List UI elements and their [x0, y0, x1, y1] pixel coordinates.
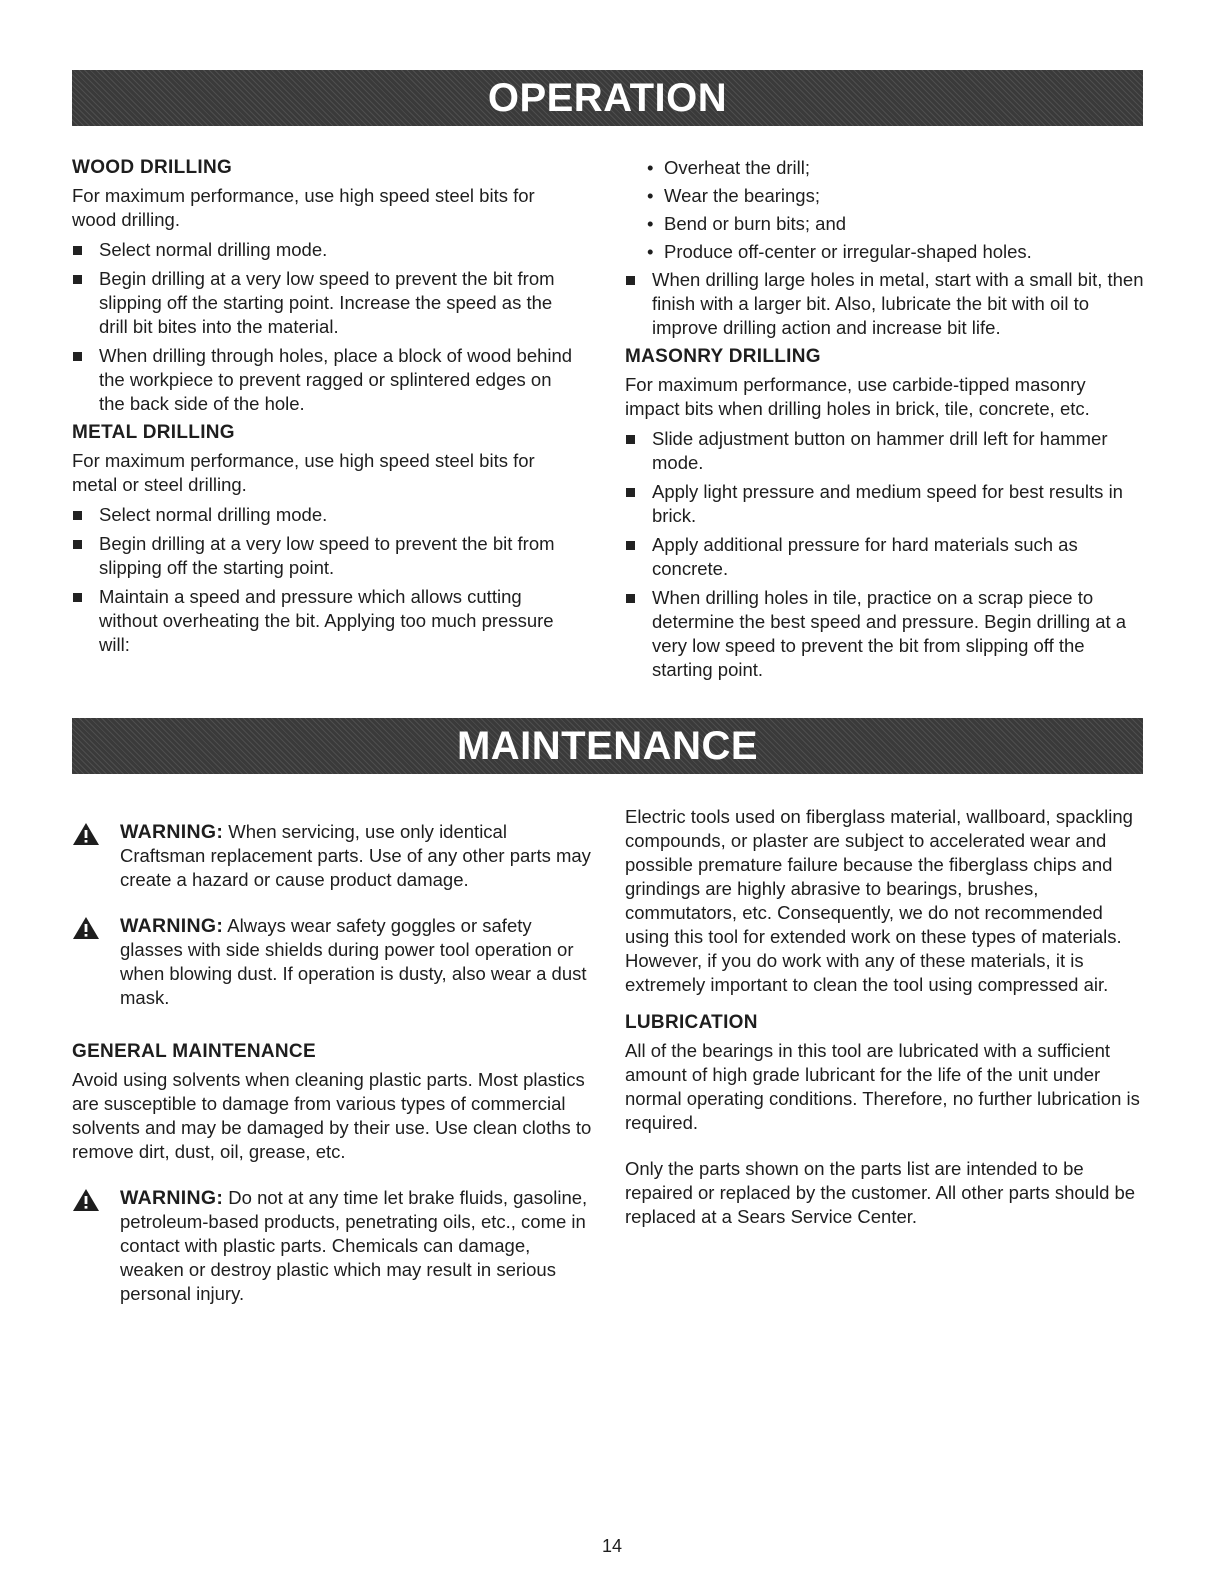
list-item: When drilling holes in tile, practice on a scrap piece to determine the best speed and pressure. Begin drilling at a very low speed to prevent the bit from slipping off the starting point. — [625, 586, 1145, 682]
masonry-drilling-intro: For maximum performance, use carbide-tipped masonry impact bits when drilling holes in brick, tile, concrete, etc. — [625, 374, 1090, 419]
list-item: Apply light pressure and medium speed for best results in brick. — [625, 480, 1145, 528]
wood-drilling-intro: For maximum performance, use high speed steel bits for wood drilling. — [72, 185, 535, 230]
parts-text: Only the parts shown on the parts list are intended to be repaired or replaced by the customer. All other parts should be replaced at a Sears Service Center. — [625, 1158, 1136, 1227]
wood-drilling-heading: WOOD DRILLING — [72, 157, 233, 178]
warning-label: WARNING: — [120, 821, 224, 843]
warning-triangle-icon — [72, 916, 100, 940]
list-item: • Bend or burn bits; and — [647, 212, 1145, 236]
maintenance-banner — [72, 718, 1143, 774]
metal-drilling-list — [72, 503, 582, 657]
list-item: Maintain a speed and pressure which allows cutting without overheating the bit. Applying too much pressure will: — [72, 585, 582, 657]
large-holes-list — [625, 268, 1145, 340]
general-maintenance-heading: GENERAL MAINTENANCE — [72, 1041, 316, 1062]
wood-drilling-list — [72, 238, 582, 416]
list-item: Apply additional pressure for hard materials such as concrete. — [625, 533, 1145, 581]
page-number: 14 — [601, 1536, 623, 1556]
list-item: When drilling through holes, place a block of wood behind the workpiece to prevent ragged or splintered edges on the back side of the hole. — [72, 344, 582, 416]
warning-text: Always wear safety goggles or safety glasses with side shields during power tool operation or when blowing dust. If operation is dusty, also wear a dust mask. — [120, 915, 587, 1008]
masonry-drilling-list — [625, 427, 1145, 682]
fiberglass-text: Electric tools used on fiberglass material, wallboard, spackling compounds, or plaster are subject to accelerated wear and possible premature failure because the fiberglass chips and grindings are highly abrasive to bearings, brushes, commutators, etc. Consequently, we do not recommended using this tool for extended work on these types of materials. However, if you do work with any of these materials, it is extremely important to clean the tool using compressed air. — [625, 806, 1133, 995]
general-maintenance-text: Avoid using solvents when cleaning plastic parts. Most plastics are susceptible to damage from various types of commercial solvents and may be damaged by their use. Use clean cloths to remove dirt, dust, oil, grease, etc. — [72, 1069, 592, 1162]
pressure-effects-list — [647, 156, 1145, 264]
warning-text: When servicing, use only identical Craftsman replacement parts. Use of any other parts may create a hazard or cause product damage. — [120, 821, 591, 890]
list-item: • Overheat the drill; — [647, 156, 1145, 180]
list-item: • Produce off-center or irregular-shaped holes. — [647, 240, 1145, 264]
warning-safety-goggles — [72, 914, 592, 1010]
masonry-drilling-heading: MASONRY DRILLING — [625, 346, 821, 367]
metal-drilling-heading: METAL DRILLING — [72, 422, 235, 443]
maintenance-right-column — [625, 805, 1145, 1235]
warning-plastic-parts — [72, 1186, 592, 1306]
warning-triangle-icon — [72, 1188, 100, 1212]
operation-title: OPERATION — [487, 75, 728, 120]
list-item: • Wear the bearings; — [647, 184, 1145, 208]
list-item: Begin drilling at a very low speed to prevent the bit from slipping off the starting point. — [72, 532, 582, 580]
list-item: Begin drilling at a very low speed to prevent the bit from slipping off the starting point. Increase the speed as the drill bit bites into the material. — [72, 267, 582, 339]
lubrication-text: All of the bearings in this tool are lubricated with a sufficient amount of high grade lubricant for the life of the unit under normal operating conditions. Therefore, no further lubrication is required. — [625, 1040, 1140, 1133]
operation-left-column — [72, 156, 582, 662]
warning-label: WARNING: — [120, 915, 224, 937]
list-item: When drilling large holes in metal, start with a small bit, then finish with a larger bit. Also, lubricate the bit with oil to improve drilling action and increase bit life. — [625, 268, 1145, 340]
operation-banner — [72, 70, 1143, 126]
warning-label: WARNING: — [120, 1187, 224, 1209]
list-item: Select normal drilling mode. — [72, 238, 582, 262]
warning-text: Do not at any time let brake fluids, gasoline, petroleum-based products, penetrating oils, etc., come in contact with plastic parts. Chemicals can damage, weaken or destroy plastic which may result in serious personal injury. — [120, 1187, 588, 1304]
warning-triangle-icon — [72, 822, 100, 846]
maintenance-title: MAINTENANCE — [456, 723, 759, 768]
metal-drilling-intro: For maximum performance, use high speed steel bits for metal or steel drilling. — [72, 450, 535, 495]
list-item: Slide adjustment button on hammer drill left for hammer mode. — [625, 427, 1145, 475]
list-item: Select normal drilling mode. — [72, 503, 582, 527]
lubrication-heading: LUBRICATION — [625, 1012, 758, 1033]
warning-replacement-parts — [72, 820, 592, 892]
operation-right-column — [625, 156, 1145, 687]
maintenance-left-column — [72, 820, 592, 1328]
